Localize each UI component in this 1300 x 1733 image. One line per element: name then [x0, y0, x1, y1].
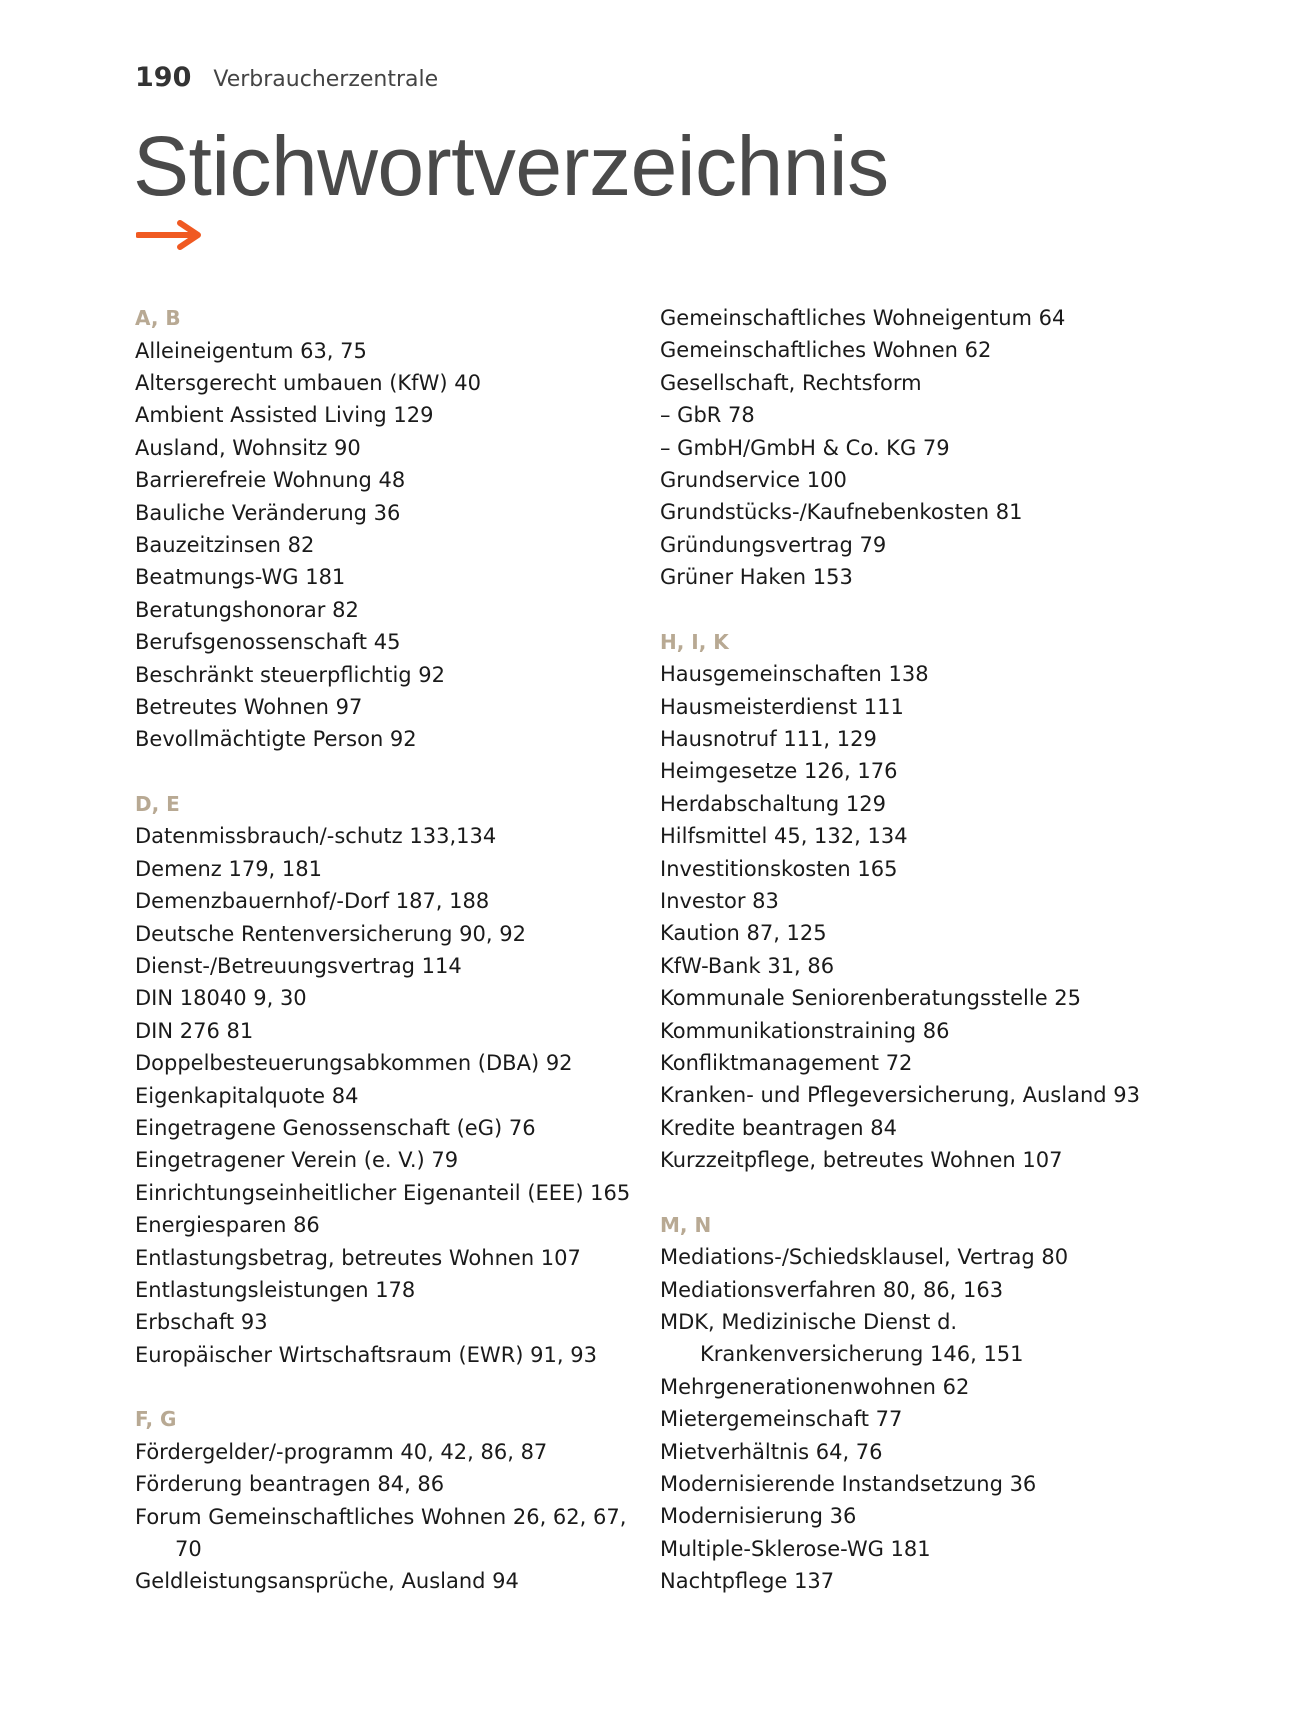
index-entry: Kommunale Seniorenberatungsstelle 25 [660, 986, 1082, 1011]
index-entry: – GmbH/GmbH & Co. KG 79 [660, 435, 950, 460]
index-entry: Gesellschaft, Rechtsform [660, 370, 922, 395]
index-entry: Gemeinschaftliches Wohnen 62 [660, 338, 992, 363]
index-entry: MDK, Medizinische Dienst d. [660, 1309, 958, 1334]
index-entry: Entlastungsbetrag, betreutes Wohnen 107 [135, 1245, 581, 1270]
index-entry: Modernisierung 36 [660, 1504, 857, 1529]
index-entry: Entlastungsleistungen 178 [135, 1277, 416, 1302]
index-entry: Eigenkapitalquote 84 [135, 1083, 359, 1108]
index-entry: Betreutes Wohnen 97 [135, 694, 363, 719]
running-head [135, 62, 438, 93]
index-entry: Mediationsverfahren 80, 86, 163 [660, 1277, 1004, 1302]
index-entry: Berufsgenossenschaft 45 [135, 630, 401, 655]
index-entry: Investitionskosten 165 [660, 856, 898, 881]
index-entry: Konfliktmanagement 72 [660, 1051, 913, 1076]
index-entry: Mietverhältnis 64, 76 [660, 1439, 883, 1464]
letter-group-heading: F, G [135, 1407, 177, 1432]
running-title: Verbraucherzentrale [213, 67, 439, 92]
index-entry: Multiple-Sklerose-WG 181 [660, 1536, 931, 1561]
page-number: 190 [135, 62, 192, 93]
index-entry: Modernisierende Instandsetzung 36 [660, 1472, 1037, 1496]
index-group [135, 1403, 655, 1598]
page-title: Stichwortverzeichnis [133, 119, 889, 213]
index-entry: Alleineigentum 63, 75 [135, 338, 367, 363]
index-entry: Mietergemeinschaft 77 [660, 1407, 903, 1432]
index-column-right [660, 302, 1180, 1630]
index-entry: Altersgerecht umbauen (KfW) 40 [135, 370, 481, 395]
index-entry: Nachtpflege 137 [660, 1569, 835, 1594]
index-entry: Kredite beantragen 84 [660, 1115, 897, 1140]
index-entry: Mediations-/Schiedsklausel, Vertrag 80 [660, 1245, 1069, 1270]
index-entry: Grundstücks-/Kaufnebenkosten 81 [660, 500, 1023, 525]
index-entry: Erbschaft 93 [135, 1310, 268, 1335]
index-entry: Deutsche Rentenversicherung 90, 92 [135, 921, 526, 946]
index-entry: Kaution 87, 125 [660, 921, 827, 946]
index-entry: Europäischer Wirtschaftsraum (EWR) 91, 93 [135, 1342, 597, 1367]
index-entry: Heimgesetze 126, 176 [660, 759, 898, 784]
index-entry: Eingetragene Genossenschaft (eG) 76 [135, 1115, 536, 1140]
index-group [660, 302, 1180, 594]
index-group [660, 626, 1180, 1177]
index-entry-continuation: Krankenversicherung 146, 151 [700, 1342, 1024, 1367]
index-entry: Demenz 179, 181 [135, 856, 322, 881]
index-entry: Bevollmächtigte Person 92 [135, 727, 417, 752]
index-entry: Herdabschaltung 129 [660, 791, 886, 816]
index-entry: Ambient Assisted Living 129 [135, 403, 434, 428]
index-group [135, 788, 655, 1371]
arrow-right-icon [136, 218, 206, 252]
index-entry: DIN 18040 9, 30 [135, 986, 307, 1011]
index-entry: Beatmungs-WG 181 [135, 565, 346, 590]
index-entry: Einrichtungseinheitlicher Eigenanteil (EEE) 165 [135, 1180, 631, 1205]
index-entry: Eingetragener Verein (e. V.) 79 [135, 1148, 459, 1173]
index-entry: Bauzeitzinsen 82 [135, 532, 315, 557]
index-entry: Hilfsmittel 45, 132, 134 [660, 824, 908, 849]
index-entry: Kurzzeitpflege, betreutes Wohnen 107 [660, 1148, 1063, 1173]
index-entry: Kommunikationstraining 86 [660, 1018, 950, 1043]
index-entry: Barrierefreie Wohnung 48 [135, 468, 406, 493]
letter-group-heading: M, N [660, 1212, 712, 1237]
index-column-left [135, 302, 655, 1630]
index-entry: KfW-Bank 31, 86 [660, 953, 835, 978]
index-entry: Förderung beantragen 84, 86 [135, 1472, 445, 1497]
index-entry: Gründungsvertrag 79 [660, 532, 887, 557]
index-entry: Beratungshonorar 82 [135, 597, 359, 622]
index-entry: Mehrgenerationenwohnen 62 [660, 1374, 970, 1399]
index-entry-continuation: 70 [175, 1536, 202, 1561]
index-entry: Hausmeisterdienst 111 [660, 694, 904, 719]
index-entry: Geldleistungsansprüche, Ausland 94 [135, 1569, 519, 1594]
index-entry: Demenzbauernhof/-Dorf 187, 188 [135, 889, 490, 914]
index-entry: – GbR 78 [660, 403, 755, 428]
index-entry: Datenmissbrauch/-schutz 133,134 [135, 824, 497, 849]
index-entry: Energiesparen 86 [135, 1213, 320, 1238]
index-entry: Doppelbesteuerungsabkommen (DBA) 92 [135, 1051, 573, 1076]
index-entry: DIN 276 81 [135, 1018, 254, 1043]
letter-group-heading: A, B [135, 306, 181, 330]
index-entry: Fördergelder/-programm 40, 42, 86, 87 [135, 1439, 548, 1464]
letter-group-heading: H, I, K [660, 629, 729, 654]
index-entry: Forum Gemeinschaftliches Wohnen 26, 62, 67, [135, 1504, 627, 1529]
index-entry: Hausgemeinschaften 138 [660, 662, 929, 687]
index-group [135, 302, 655, 756]
letter-group-heading: D, E [135, 791, 180, 816]
index-entry: Investor 83 [660, 889, 779, 913]
index-entry: Grundservice 100 [660, 468, 847, 493]
index-entry: Beschränkt steuerpflichtig 92 [135, 662, 446, 687]
index-entry: Dienst-/Betreuungsvertrag 114 [135, 953, 462, 978]
index-entry: Bauliche Veränderung 36 [135, 500, 401, 525]
index-entry: Ausland, Wohnsitz 90 [135, 435, 361, 460]
index-entry: Gemeinschaftliches Wohneigentum 64 [660, 306, 1066, 330]
index-entry: Hausnotruf 111, 129 [660, 726, 877, 751]
index-entry: Kranken- und Pflegeversicherung, Ausland 93 [660, 1083, 1140, 1108]
index-entry: Grüner Haken 153 [660, 565, 853, 590]
index-group [660, 1209, 1180, 1598]
